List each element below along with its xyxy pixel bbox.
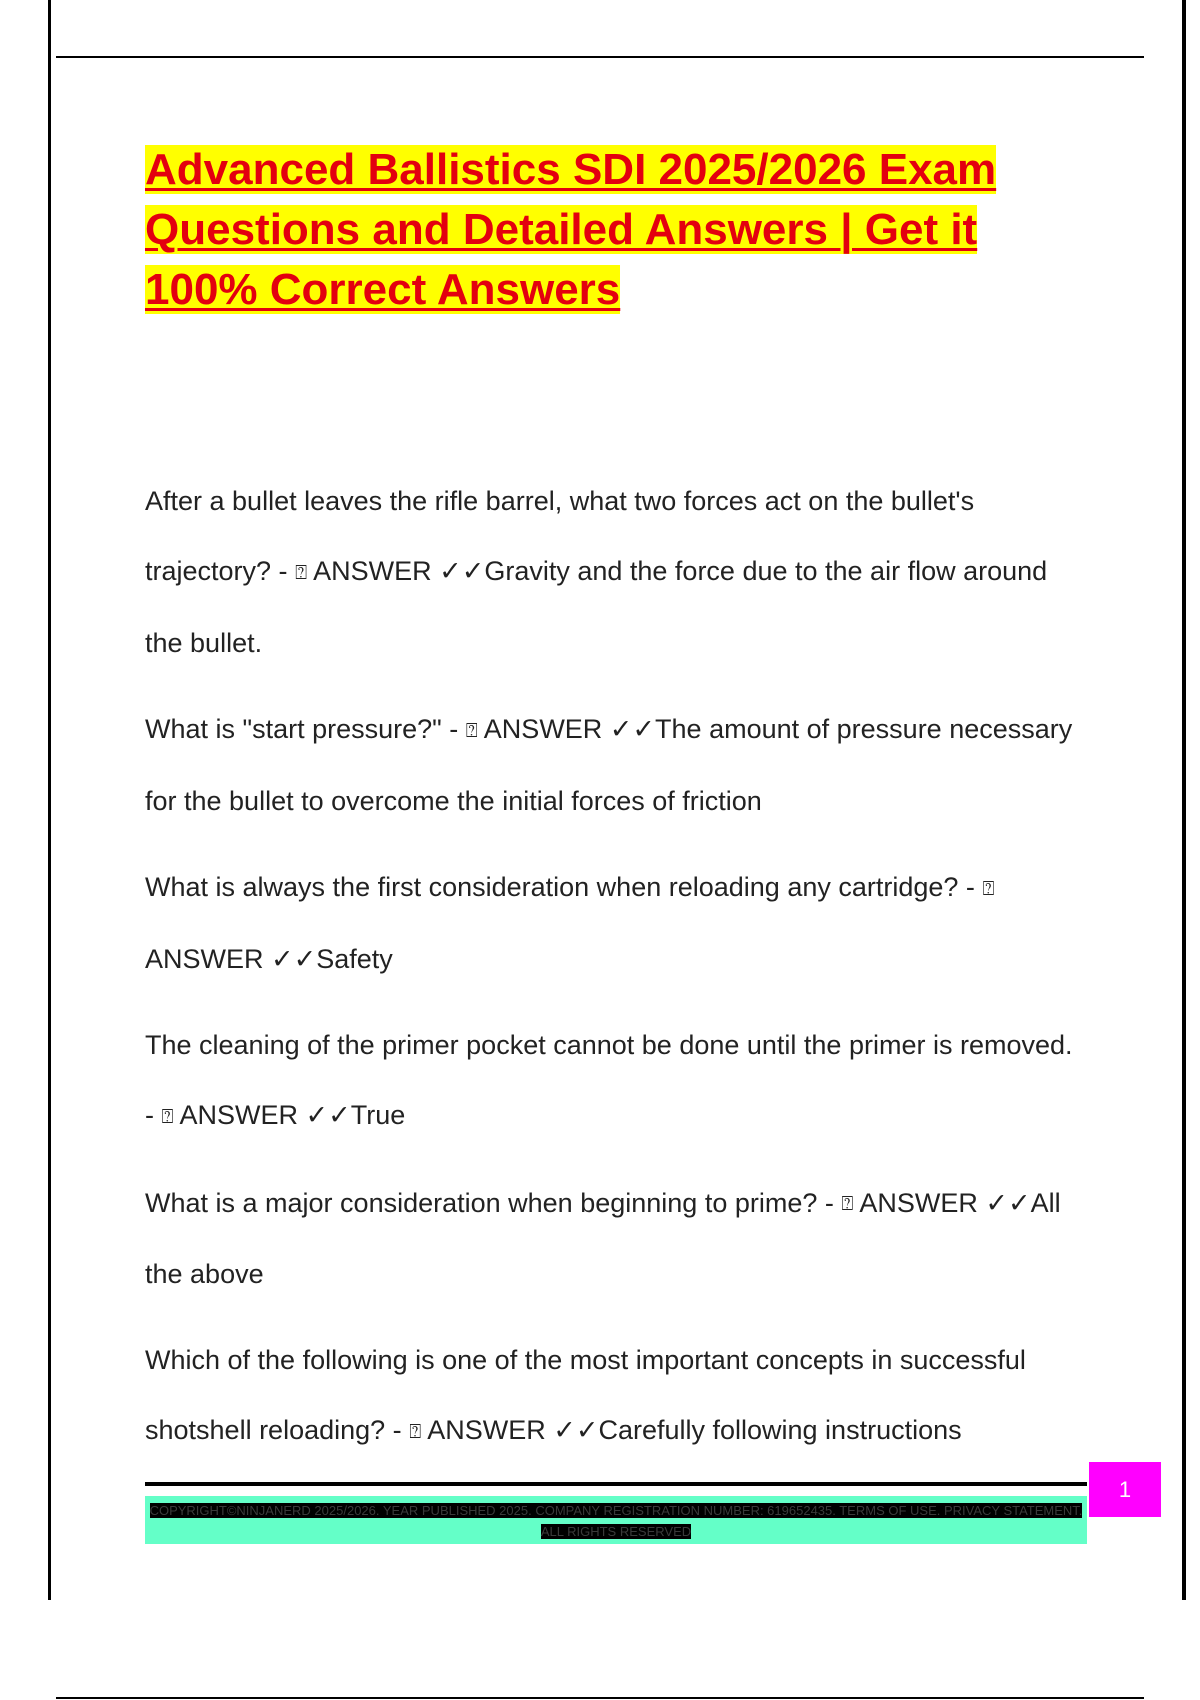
qa-item — [145, 694, 1075, 836]
document-title — [145, 140, 1095, 320]
question-text: What is a major consideration when beginning to prime? - — [145, 1187, 834, 1218]
header-rule — [56, 56, 1144, 58]
footer-copyright-text: COPYRIGHT©NINJANERD 2025/2026. YEAR PUBLISHED 2025. COMPANY REGISTRATION NUMBER: 619652435. TERMS OF USE. PRIVACY STATEMENT. ALL RIGHTS RESERVED — [149, 1503, 1083, 1539]
answer-text: ANSWER ✓✓True — [179, 1099, 406, 1130]
document-title-text: Advanced Ballistics SDI 2025/2026 Exam Questions and Detailed Answers | Get it 100% Correct Answers — [145, 145, 997, 314]
answer-text: ANSWER ✓✓Gravity and the force due to the air flow around the bullet. — [145, 556, 1048, 658]
answer-text: ANSWER ✓✓Safety — [145, 943, 393, 974]
page-number-badge: 1 — [1089, 1462, 1161, 1517]
qa-list — [145, 466, 1075, 1483]
question-text: The cleaning of the primer pocket cannot be done until the primer is removed. - — [145, 1029, 1073, 1130]
footer-copyright-band — [145, 1496, 1087, 1544]
qa-item — [145, 1168, 1075, 1310]
answer-text: ANSWER ✓✓The amount of pressure necessary for the bullet to overcome the initial forces of friction — [145, 713, 1073, 816]
question-text: After a bullet leaves the rifle barrel, what two forces act on the bullet's trajectory? - — [145, 486, 975, 586]
answer-text: ANSWER ✓✓Carefully following instructions — [427, 1415, 962, 1446]
qa-item — [145, 1325, 1075, 1467]
answer-marker-icon: ⍰ — [465, 719, 478, 742]
answer-text: ANSWER ✓✓All the above — [145, 1187, 1061, 1290]
question-text: What is always the first consideration when reloading any cartridge? - — [145, 871, 975, 902]
qa-item — [145, 852, 1075, 994]
answer-marker-icon: ⍰ — [409, 1421, 422, 1444]
answer-marker-icon: ⍰ — [161, 1105, 174, 1128]
page-border-left — [48, 0, 51, 1600]
footer-rule — [145, 1482, 1087, 1486]
next-page-rule — [56, 1697, 1144, 1699]
qa-item — [145, 466, 1075, 678]
answer-marker-icon: ⍰ — [841, 1193, 854, 1216]
question-text: Which of the following is one of the most important concepts in successful shotshell reloading? - — [145, 1345, 1026, 1446]
answer-marker-icon: ⍰ — [982, 877, 995, 900]
answer-marker-icon: ⍰ — [295, 561, 308, 584]
qa-item — [145, 1010, 1075, 1152]
page-border-right — [1182, 0, 1186, 1600]
question-text: What is "start pressure?" - — [145, 713, 459, 744]
